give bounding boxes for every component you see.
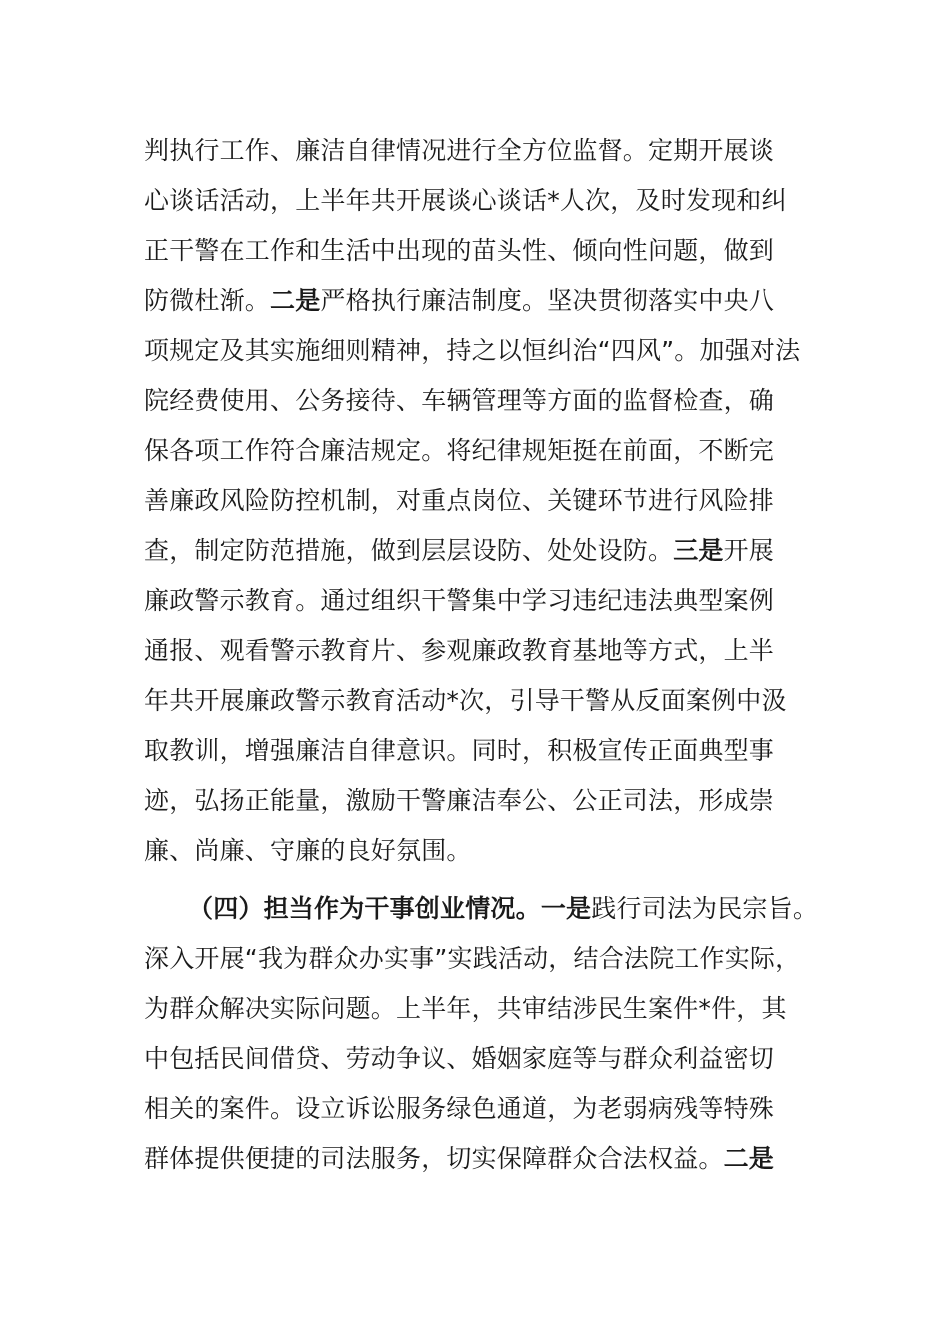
text-line [144,934,800,984]
text-line [144,776,774,826]
text-line [144,426,774,476]
text-run: 判执行工作、廉洁自律情况进行全方位监督。定期开展谈 [144,136,775,165]
text-line [144,726,774,776]
text-run: 严格执行廉洁制度。坚决贯彻落实中央八 [320,286,775,315]
text-run: 群体提供便捷的司法服务，切实保障群众合法权益。 [144,1144,724,1173]
text-run: 正干警在工作和生活中出现的苗头性、倾向性问题，做到 [144,236,775,265]
text-line [144,1134,774,1184]
text-line [144,326,800,376]
section-heading: （四）担当作为干事创业情况。 [188,894,541,923]
text-run: 保各项工作符合廉洁规定。将纪律规矩挺在前面，不断完 [144,436,775,465]
bold-marker: 三是 [673,536,724,565]
bold-marker: 一是 [540,894,592,923]
text-run: 院经费使用、公务接待、车辆管理等方面的监督检查，确 [144,386,775,415]
bold-marker: 二是 [270,286,321,315]
text-line [144,226,774,276]
text-run: 项规定及其实施细则精神，持之以恒纠治“四风”。加强对法 [144,336,801,365]
text-run: 中包括民间借贷、劳动争议、婚姻家庭等与群众利益密切 [144,1044,775,1073]
text-run: 践行司法为民宗旨。 [591,894,819,923]
text-run: 通报、观看警示教育片、参观廉政教育基地等方式，上半 [144,636,775,665]
text-run: 善廉政风险防控机制，对重点岗位、关键环节进行风险排 [144,486,775,515]
text-run: 迹，弘扬正能量，激励干警廉洁奉公、公正司法，形成崇 [144,786,775,815]
text-run: 廉、尚廉、守廉的良好氛围。 [144,836,472,865]
text-line [188,884,818,934]
text-run: 取教训，增强廉洁自律意识。同时，积极宣传正面典型事 [144,736,775,765]
text-run: 年共开展廉政警示教育活动*次，引导干警从反面案例中汲 [144,686,787,715]
text-line [144,626,774,676]
text-run: 深入开展“我为群众办实事”实践活动，结合法院工作实际， [144,944,801,973]
text-line [144,826,472,876]
text-run: 防微杜渐。 [144,286,271,315]
text-run: 为群众解决实际问题。上半年，共审结涉民生案件*件，其 [144,994,787,1023]
text-line [144,276,774,326]
text-line [144,176,787,226]
text-line [144,676,787,726]
text-run: 查，制定防范措施，做到层层设防、处处设防。 [144,536,674,565]
text-run: 心谈话活动，上半年共开展谈心谈话*人次，及时发现和纠 [144,186,787,215]
text-line [144,1084,774,1134]
text-line [144,984,787,1034]
text-line [144,526,774,576]
text-line [144,126,774,176]
text-line [144,376,774,426]
text-line [144,1034,774,1084]
text-run: 廉政警示教育。通过组织干警集中学习违纪违法典型案例 [144,586,775,615]
bold-marker: 二是 [723,1144,775,1173]
text-line [144,576,774,626]
text-run: 开展 [723,536,775,565]
text-line [144,476,774,526]
text-run: 相关的案件。设立诉讼服务绿色通道，为老弱病残等特殊 [144,1094,775,1123]
